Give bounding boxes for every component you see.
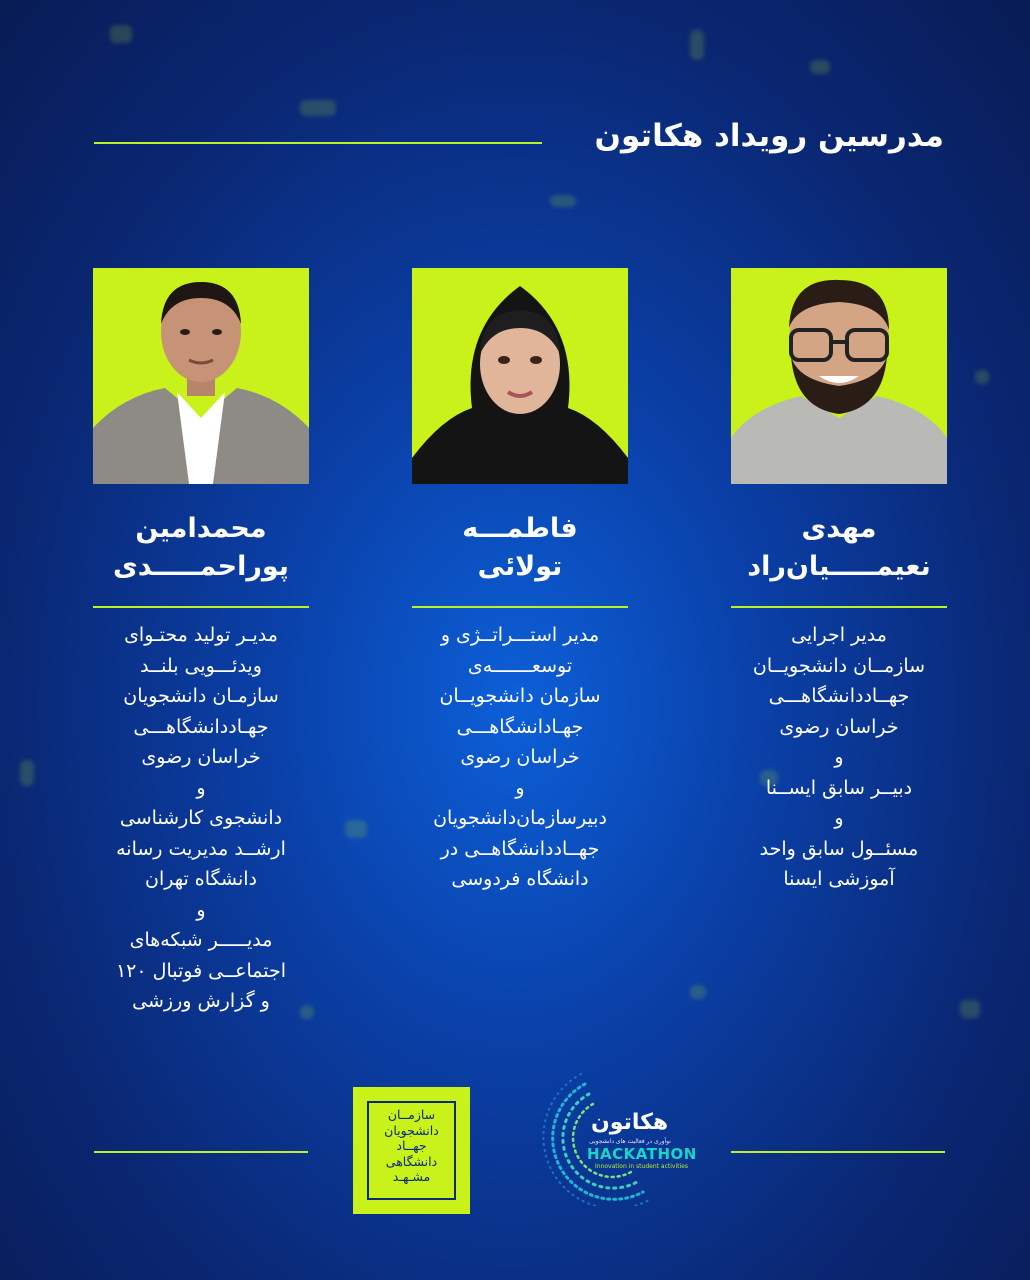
hackathon-title-fa: هکاتون: [591, 1110, 669, 1135]
org-logo-text: جهــاد: [396, 1138, 427, 1153]
bio-line: خراسان رضوی: [141, 746, 261, 768]
instructor-last-name: نعیمـــــیان‌راد: [747, 551, 931, 582]
bio-line: جهــاددانشگاهـــی: [768, 685, 910, 707]
bio-line: سازمــان دانشجویــان: [752, 654, 926, 677]
bio-line: دانشگاه تهران: [144, 868, 257, 890]
org-logo: [353, 1087, 470, 1214]
instructor-first-name: مهدی: [801, 513, 877, 544]
instructor-name: [731, 510, 947, 586]
card-divider: [731, 606, 947, 608]
instructor-bio: [93, 620, 309, 1017]
background-glow: [110, 25, 132, 43]
bio-line: و: [834, 746, 844, 768]
instructor-bio: [731, 620, 947, 895]
instructor-last-name: پوراحمـــــدی: [113, 551, 289, 582]
bio-line: مسئــول سابق واحد: [759, 837, 919, 860]
bio-line: مدیر اجرایی: [791, 624, 887, 646]
instructor-bio: [412, 620, 628, 895]
instructor-photo: [93, 268, 309, 484]
instructor-name: [412, 510, 628, 586]
instructor-card: [731, 268, 947, 895]
bio-line: دانشگاه فردوسی: [451, 868, 589, 890]
bio-line: آموزشی ایسنا: [783, 868, 895, 890]
instructor-photo: [731, 268, 947, 484]
hackathon-tagline-fa: نوآوری در فعالیت های دانشجویی: [589, 1138, 671, 1145]
bio-line: و: [196, 776, 206, 799]
bio-line: دانشجوی کارشناسی: [119, 807, 283, 829]
bio-line: ویدئـــویی بلنــد: [140, 654, 262, 677]
instructor-first-name: فاطمـــه: [462, 513, 578, 544]
background-glow: [690, 985, 706, 999]
hackathon-ring-icon: [525, 1066, 705, 1206]
bio-line: توسعـــــــه‌ی: [467, 654, 573, 677]
org-logo-text: مشـهـد: [392, 1169, 431, 1184]
bio-line: و: [834, 807, 844, 829]
background-glow: [810, 60, 830, 74]
instructor-first-name: محمدامین: [135, 513, 267, 544]
instructor-card: [93, 268, 309, 1017]
bio-line: خراسان رضوی: [779, 715, 899, 738]
org-logo-text: سازمــان: [387, 1107, 436, 1122]
background-glow: [975, 370, 989, 384]
bio-line: جهــاددانشگاهــی در: [440, 837, 600, 860]
org-logo-text: دانشجویان: [384, 1122, 439, 1138]
card-divider: [412, 606, 628, 608]
instructor-photo: [412, 268, 628, 484]
instructor-name: [93, 510, 309, 586]
bio-line: دبیرسازمان‌دانشجویان: [433, 807, 607, 829]
bio-line: و: [196, 898, 206, 921]
hackathon-logo: [525, 1066, 705, 1206]
footer-rule-left: [94, 1151, 308, 1153]
bio-line: مدیـــــر شبکه‌های: [129, 929, 273, 951]
bio-line: مدیر استـــراتــژی و: [440, 624, 600, 646]
instructor-last-name: تولائی: [477, 551, 563, 582]
background-glow: [20, 760, 34, 786]
hackathon-title-en: HACKATHON: [587, 1145, 697, 1163]
page-title: مدرسین رویداد هکاتون: [594, 118, 944, 154]
bio-line: جهـاددانشگاهـــی: [133, 715, 269, 738]
hackathon-tagline-en: Innovation in student activities: [595, 1163, 688, 1170]
bio-line: سازمان دانشجویــان: [439, 685, 601, 707]
bio-line: اجتماعــی فوتبال ۱۲۰: [115, 959, 287, 982]
instructor-card: [412, 268, 628, 895]
background-glow: [345, 820, 367, 838]
bio-line: و گزارش ورزشی: [132, 990, 270, 1012]
footer-rule-right: [731, 1151, 945, 1153]
bio-line: مدیـر تولید محتـوای: [124, 624, 278, 646]
bio-line: خراسان رضوی: [460, 746, 580, 768]
background-glow: [960, 1000, 980, 1018]
bio-line: جهـادانشگاهـــی: [456, 715, 584, 738]
background-glow: [300, 100, 336, 116]
bio-line: دبیــر سابق ایســنا: [765, 776, 913, 799]
bio-line: سازمـان دانشجویان: [123, 685, 279, 707]
background-glow: [550, 195, 576, 207]
bio-line: ارشــد مدیریت رسانه: [116, 837, 286, 860]
bio-line: و: [515, 776, 525, 799]
header-rule: [94, 142, 542, 144]
card-divider: [93, 606, 309, 608]
background-glow: [690, 30, 704, 60]
org-logo-text: دانشگاهی: [385, 1153, 438, 1169]
